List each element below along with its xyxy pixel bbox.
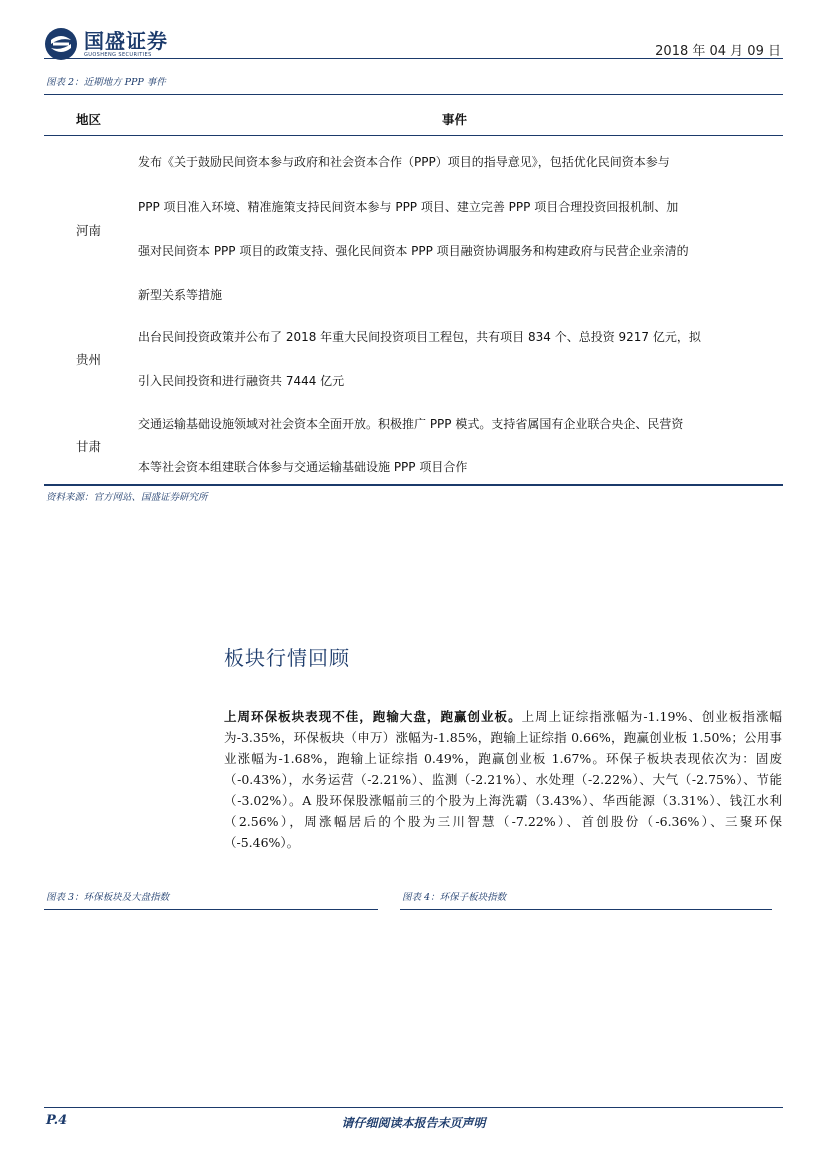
- brand-logo: [44, 26, 168, 62]
- table-caption: 图表 2：近期地方 PPP 事件: [46, 77, 166, 88]
- paragraph-body: 上周上证综指涨幅为-1.19%、创业板指涨幅为-3.35%，环保板块（申万）涨幅为-1.85%，跑输上证综指 0.66%，跑赢创业板 1.50%；公用事业涨幅为-1.68%，跑输上证综指 0.49%，跑赢创业板 1.67%。环保子板块表现依次为：固废（-0.43%），水务运营（-2.21%）、监测（-2.21%）、水处理（-2.22%）、大气（-2.75%）、节能（-3.02%）。A 股环保股涨幅前三的个股为上海洗霸（3.43%）、华西能源（3.31%）、钱江水利（2.56%），周涨幅居后的个股为三川智慧（-7.22%）、首创股份（-6.36%）、三聚环保（-5.46%）。: [224, 709, 782, 850]
- table-row-event-line: 本等社会资本组建联合体参与交通运输基础设施 PPP 项目合作: [138, 460, 468, 474]
- table-row-event-line: PPP 项目准入环境、精准施策支持民间资本参与 PPP 项目、建立完善 PPP 项目合理投资回报机制、加: [138, 200, 679, 214]
- paragraph-lead: 上周环保板块表现不佳，跑输大盘，跑赢创业板。: [224, 709, 522, 724]
- logo-subtitle: GUOSHENG SECURITIES: [84, 52, 152, 58]
- table-row-event-line: 出台民间投资政策并公布了 2018 年重大民间投资项目工程包，共有项目 834 个、总投资 9217 亿元，拟: [138, 330, 701, 344]
- guosheng-logo-icon: [44, 27, 78, 61]
- table-row-event-line: 强对民间资本 PPP 项目的政策支持、强化民间资本 PPP 项目融资协调服务和构建政府与民营企业亲清的: [138, 244, 689, 258]
- table-row-event-line: 新型关系等措施: [138, 288, 223, 302]
- table-bottom-rule: [44, 484, 783, 486]
- report-date: 2018 年 04 月 09 日: [655, 44, 781, 59]
- table-row-event-line: 引入民间投资和进行融资共 7444 亿元: [138, 374, 345, 388]
- table-row-region: 河南: [76, 223, 102, 238]
- figure4-rule: [400, 909, 772, 910]
- column-header-region: 地区: [76, 112, 102, 127]
- market-review-paragraph: [224, 706, 782, 853]
- table-header-rule: [44, 135, 783, 136]
- table-source: 资料来源：官方网站、国盛证券研究所: [46, 492, 208, 503]
- footer-divider: [44, 1107, 783, 1108]
- table-row-region: 贵州: [76, 352, 102, 367]
- page-number: P.4: [46, 1113, 68, 1128]
- figure3-rule: [44, 909, 378, 910]
- section-title: 板块行情回顾: [224, 646, 350, 670]
- logo-wordmark: 国盛证券: [84, 29, 168, 53]
- figure4-caption: 图表 4：环保子板块指数: [402, 892, 507, 903]
- table-top-rule: [44, 94, 783, 95]
- table-row-event-line: 发布《关于鼓励民间资本参与政府和社会资本合作（PPP）项目的指导意见》，包括优化民间资本参与: [138, 155, 670, 169]
- figure3-caption: 图表 3：环保板块及大盘指数: [46, 892, 170, 903]
- column-header-event: 事件: [442, 112, 468, 127]
- table-row-event-line: 交通运输基础设施领域对社会资本全面开放。积极推广 PPP 模式。支持省属国有企业联合央企、民营资: [138, 417, 684, 431]
- header-divider: [44, 58, 783, 59]
- table-row-region: 甘肃: [76, 439, 102, 454]
- footer-disclaimer: 请仔细阅读本报告末页声明: [341, 1116, 486, 1130]
